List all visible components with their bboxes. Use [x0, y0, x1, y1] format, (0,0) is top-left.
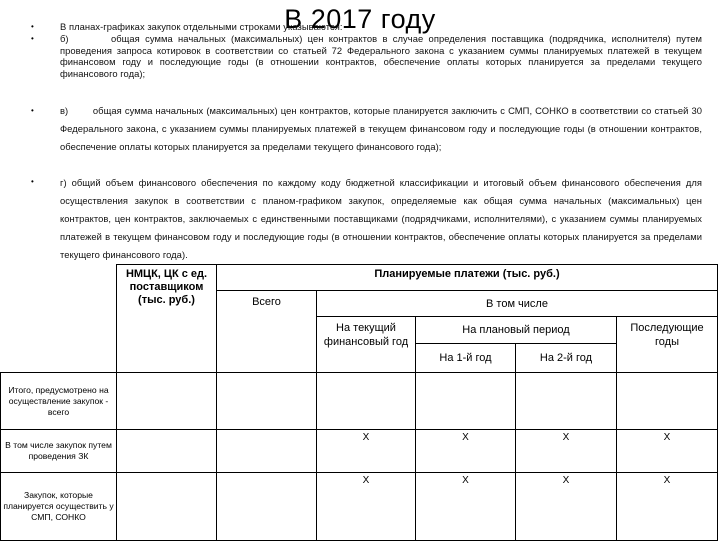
table-cell — [416, 373, 516, 430]
row-label-zk: В том числе закупок путем проведения ЗК — [1, 430, 117, 473]
bullet-marker: • — [31, 177, 34, 186]
table-row — [1, 373, 718, 430]
bullet-text-v: в) общая сумма начальных (максимальных) цен контрактов, которые планируется заключить с СМП, СОНКО в соответствии со статьей 30 Федерального закона, с указанием суммы планируемых платежей в текущем финансовом году и последующие годы (в отношении контрактов, обеспечение оплаты которых планируется за пределами текущего финансового года); — [60, 105, 702, 152]
row-label-total: Итого, предусмотрено на осуществление закупок - всего — [1, 373, 117, 430]
header-year-1: На 1-й год — [416, 344, 516, 373]
table-cell — [117, 473, 217, 541]
table-cell — [217, 373, 317, 430]
table-cell: X — [317, 473, 416, 541]
table-row — [1, 430, 718, 473]
header-nmck: НМЦК, ЦК с ед. поставщиком (тыс. руб.) — [117, 265, 217, 373]
header-planned-payments: Планируемые платежи (тыс. руб.) — [217, 265, 718, 291]
table-cell: X — [416, 473, 516, 541]
header-next-years: Последующие годы — [617, 317, 718, 373]
table-cell: X — [416, 430, 516, 473]
header-current-year: На текущий финансовый год — [317, 317, 416, 373]
header-year-2: На 2-й год — [516, 344, 617, 373]
table-cell — [516, 373, 617, 430]
bullet-marker: • — [31, 22, 34, 31]
header-plan-period: На плановый период — [416, 317, 617, 344]
table-cell — [217, 430, 317, 473]
table-cell: X — [516, 430, 617, 473]
table-cell — [317, 373, 416, 430]
bullet-marker: • — [31, 34, 34, 43]
bullet-text-intro: В планах-графиках закупок отдельными строками указываются: — [60, 21, 343, 32]
table-corner — [1, 265, 117, 373]
table-cell — [117, 430, 217, 473]
header-including: В том числе — [317, 291, 718, 317]
table-cell: X — [317, 430, 416, 473]
table-cell — [117, 373, 217, 430]
plan-schedule-table — [0, 264, 718, 541]
table-row — [1, 473, 718, 541]
bullet-marker: • — [31, 106, 34, 115]
table-cell — [617, 373, 718, 430]
page-title: В 2017 году — [284, 4, 436, 34]
header-total: Всего — [217, 291, 317, 373]
bullet-text-g: г) общий объем финансового обеспечения по каждому коду бюджетной классификации и итоговый объем финансового обеспечения для осуществления закупок в соответствии с планом-графиком закупок, определяемые как общая сумма начальных (максимальных) цен контрактов, цен контрактов, заключаемых с единственными поставщиками (подрядчиками, исполнителями), с указанием суммы планируемых платежей в текущем финансовом году и последующие годы (в отношении контрактов, обеспечение оплаты которых планируется за пределами текущего финансового года). — [60, 177, 702, 260]
table-cell: X — [617, 473, 718, 541]
table-cell: X — [516, 473, 617, 541]
row-label-smp: Закупок, которые планируется осуществить у СМП, СОНКО — [1, 473, 117, 541]
bullet-text-b: б) общая сумма начальных (максимальных) цен контрактов в случае определения поставщика (подрядчика, исполнителя) путем проведения запроса котировок в соответствии со статьей 72 Федерального закона с указанием суммы планируемых платежей в текущем финансовом году и последующие годы (в отношении контрактов, обеспечение оплаты которых планируется за пределами текущего финансового года); — [60, 33, 702, 79]
table-cell — [217, 473, 317, 541]
table-cell: X — [617, 430, 718, 473]
